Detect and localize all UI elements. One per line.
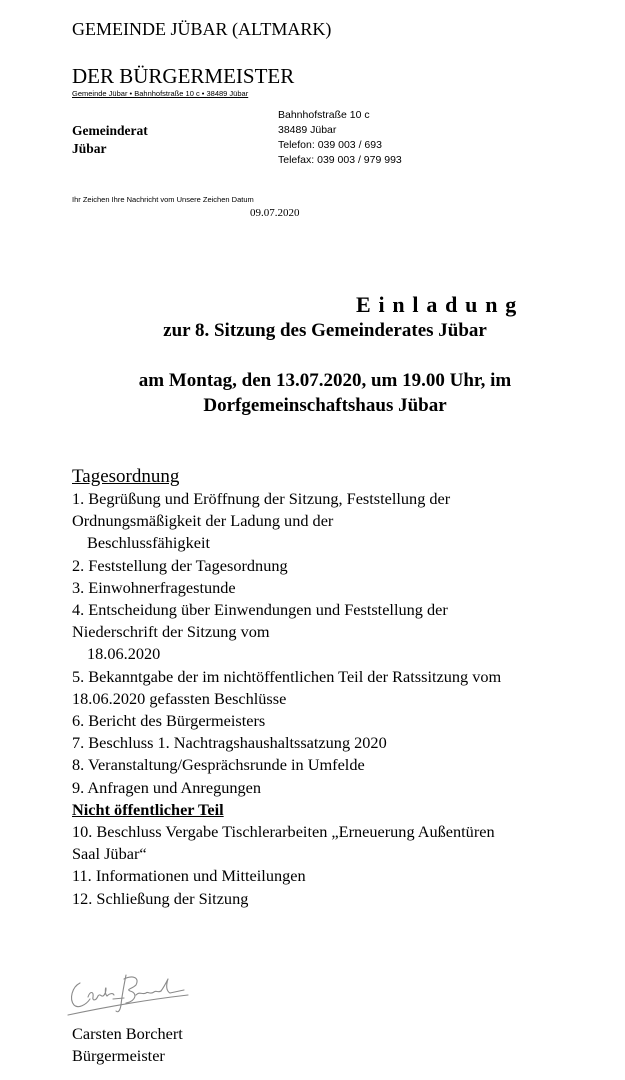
municipality-name: GEMEINDE JÜBAR (ALTMARK) — [72, 19, 332, 39]
agenda-list — [72, 488, 501, 910]
office-fax: Telefax: 039 003 / 979 993 — [278, 154, 402, 166]
agenda-item-10-line-1: 10. Beschluss Vergabe Tischlerarbeiten „Erneuerung Außentüren — [72, 822, 495, 842]
agenda-item-9: 9. Anfragen und Anregungen — [72, 777, 261, 797]
agenda-item-1-line-3: Beschlussfähigkeit — [87, 533, 210, 553]
agenda-heading: Tagesordnung — [72, 466, 180, 487]
signer-role: Bürgermeister — [72, 1046, 165, 1065]
agenda-item-11: 11. Informationen und Mitteilungen — [72, 866, 306, 886]
office-address-block — [278, 108, 402, 168]
agenda-item-2: 2. Feststellung der Tagesordnung — [72, 555, 288, 575]
agenda-item-10-line-2: Saal Jübar“ — [72, 844, 147, 864]
office-street: Bahnhofstraße 10 c — [278, 109, 370, 121]
agenda-item-4-line-1: 4. Entscheidung über Einwendungen und Feststellung der — [72, 600, 448, 620]
agenda-item-4-line-3: 18.06.2020 — [87, 644, 161, 664]
letter-date: 09.07.2020 — [250, 207, 300, 219]
office-title: DER BÜRGERMEISTER — [72, 64, 295, 88]
meeting-datetime: am Montag, den 13.07.2020, um 19.00 Uhr, im — [138, 370, 512, 391]
sender-address-line: Gemeinde Jübar • Bahnhofstraße 10 c • 38489 Jübar — [72, 89, 249, 98]
recipient-line-1: Gemeinderat — [72, 123, 148, 138]
agenda-item-7: 7. Beschluss 1. Nachtragshaushaltssatzung 2020 — [72, 733, 387, 753]
reference-labels: Ihr Zeichen Ihre Nachricht vom Unsere Zeichen Datum — [72, 195, 254, 204]
agenda-item-6: 6. Bericht des Bürgermeisters — [72, 711, 266, 731]
invitation-subtitle: zur 8. Sitzung des Gemeinderates Jübar — [163, 320, 487, 341]
agenda-item-1-line-2: Ordnungsmäßigkeit der Ladung und der — [72, 511, 334, 531]
invitation-title: Einladung — [356, 292, 525, 317]
agenda-item-5-line-1: 5. Bekanntgabe der im nichtöffentlichen Teil der Ratssitzung vom — [72, 666, 502, 686]
nonpublic-heading: Nicht öffentlicher Teil — [72, 799, 224, 819]
agenda-item-3: 3. Einwohnerfragestunde — [72, 577, 236, 597]
agenda-item-4-line-2: Niederschrift der Sitzung vom — [72, 622, 270, 642]
agenda-item-1-line-1: 1. Begrüßung und Eröffnung der Sitzung, Feststellung der — [72, 489, 451, 508]
recipient-block — [72, 122, 148, 158]
meeting-place: Dorfgemeinschaftshaus Jübar — [203, 395, 447, 416]
signature-icon — [66, 965, 191, 1017]
agenda-item-12: 12. Schließung der Sitzung — [72, 888, 249, 908]
office-city: 38489 Jübar — [278, 124, 337, 136]
recipient-line-2: Jübar — [72, 141, 107, 156]
signer-name: Carsten Borchert — [72, 1024, 183, 1043]
office-phone: Telefon: 039 003 / 693 — [278, 139, 382, 151]
agenda-item-8: 8. Veranstaltung/Gesprächsrunde in Umfelde — [72, 755, 365, 775]
agenda-item-5-line-2: 18.06.2020 gefassten Beschlüsse — [72, 688, 287, 708]
